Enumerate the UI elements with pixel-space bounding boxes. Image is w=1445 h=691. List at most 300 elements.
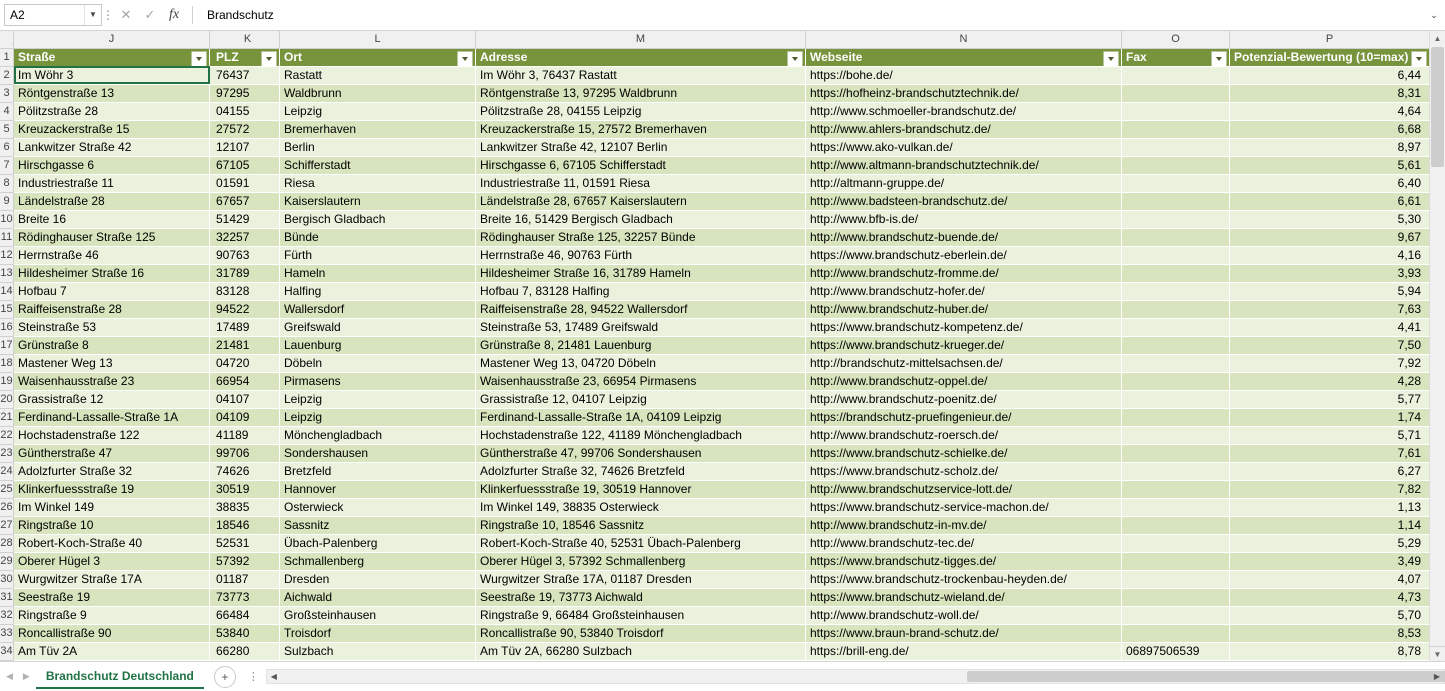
row-header-19[interactable]: 19 [0, 372, 14, 390]
cell-plz-24[interactable]: 74626 [210, 462, 280, 480]
cell-web-25[interactable]: http://www.brandschutzservice-lott.de/ [806, 480, 1122, 498]
row-header-33[interactable]: 33 [0, 624, 14, 642]
cell-pot-30[interactable]: 4,07 [1230, 570, 1430, 588]
cell-adr-28[interactable]: Robert-Koch-Straße 40, 52531 Übach-Palenberg [476, 534, 806, 552]
cell-ort-27[interactable]: Sassnitz [280, 516, 476, 534]
cell-web-14[interactable]: http://www.brandschutz-hofer.de/ [806, 282, 1122, 300]
cell-str-23[interactable]: Güntherstraße 47 [14, 444, 210, 462]
more-options-icon[interactable]: ⋮ [102, 8, 114, 22]
cell-str-32[interactable]: Ringstraße 9 [14, 606, 210, 624]
confirm-edit-icon[interactable]: ✓ [144, 7, 156, 22]
vertical-scroll-thumb[interactable] [1431, 47, 1444, 167]
cell-plz-23[interactable]: 99706 [210, 444, 280, 462]
cell-str-29[interactable]: Oberer Hügel 3 [14, 552, 210, 570]
cell-ort-26[interactable]: Osterwieck [280, 498, 476, 516]
cell-web-17[interactable]: https://www.brandschutz-krueger.de/ [806, 336, 1122, 354]
table-header-cell-plz[interactable] [210, 48, 280, 66]
row-header-9[interactable]: 9 [0, 192, 14, 210]
cell-adr-16[interactable]: Steinstraße 53, 17489 Greifswald [476, 318, 806, 336]
cell-web-12[interactable]: https://www.brandschutz-eberlein.de/ [806, 246, 1122, 264]
cell-fax-28[interactable] [1122, 534, 1230, 552]
cell-fax-9[interactable] [1122, 192, 1230, 210]
cell-plz-18[interactable]: 04720 [210, 354, 280, 372]
cell-adr-18[interactable]: Mastener Weg 13, 04720 Döbeln [476, 354, 806, 372]
cell-str-30[interactable]: Wurgwitzer Straße 17A [14, 570, 210, 588]
cell-plz-7[interactable]: 67105 [210, 156, 280, 174]
cell-ort-11[interactable]: Bünde [280, 228, 476, 246]
cell-plz-28[interactable]: 52531 [210, 534, 280, 552]
cell-web-24[interactable]: https://www.brandschutz-scholz.de/ [806, 462, 1122, 480]
cell-pot-3[interactable]: 8,31 [1230, 84, 1430, 102]
cell-pot-26[interactable]: 1,13 [1230, 498, 1430, 516]
row-header-32[interactable]: 32 [0, 606, 14, 624]
cell-pot-33[interactable]: 8,53 [1230, 624, 1430, 642]
cell-ort-9[interactable]: Kaiserslautern [280, 192, 476, 210]
cell-plz-34[interactable]: 66280 [210, 642, 280, 660]
cell-adr-10[interactable]: Breite 16, 51429 Bergisch Gladbach [476, 210, 806, 228]
row-header-3[interactable]: 3 [0, 84, 14, 102]
cell-plz-8[interactable]: 01591 [210, 174, 280, 192]
column-header-O[interactable]: O [1122, 31, 1230, 48]
cell-ort-2[interactable]: Rastatt [280, 66, 476, 84]
cell-fax-31[interactable] [1122, 588, 1230, 606]
cell-web-32[interactable]: http://www.brandschutz-woll.de/ [806, 606, 1122, 624]
cell-pot-28[interactable]: 5,29 [1230, 534, 1430, 552]
cell-web-30[interactable]: https://www.brandschutz-trockenbau-heyden.de/ [806, 570, 1122, 588]
column-header-M[interactable]: M [476, 31, 806, 48]
cell-pot-9[interactable]: 6,61 [1230, 192, 1430, 210]
cell-web-13[interactable]: http://www.brandschutz-fromme.de/ [806, 264, 1122, 282]
cell-adr-23[interactable]: Güntherstraße 47, 99706 Sondershausen [476, 444, 806, 462]
cell-plz-11[interactable]: 32257 [210, 228, 280, 246]
cell-plz-26[interactable]: 38835 [210, 498, 280, 516]
cell-plz-12[interactable]: 90763 [210, 246, 280, 264]
cell-plz-4[interactable]: 04155 [210, 102, 280, 120]
cell-fax-23[interactable] [1122, 444, 1230, 462]
next-sheet-icon[interactable]: ▶ [22, 671, 30, 681]
cell-fax-24[interactable] [1122, 462, 1230, 480]
cell-str-22[interactable]: Hochstadenstraße 122 [14, 426, 210, 444]
cell-str-10[interactable]: Breite 16 [14, 210, 210, 228]
column-header-J[interactable]: J [14, 31, 210, 48]
cell-adr-25[interactable]: Klinkerfuessstraße 19, 30519 Hannover [476, 480, 806, 498]
horizontal-scrollbar[interactable] [266, 669, 1445, 684]
row-header-5[interactable]: 5 [0, 120, 14, 138]
scroll-grip-icon[interactable]: ⋮ [247, 671, 260, 683]
cell-pot-21[interactable]: 1,74 [1230, 408, 1430, 426]
cell-pot-16[interactable]: 4,41 [1230, 318, 1430, 336]
scroll-left-icon[interactable]: ◀ [270, 672, 277, 681]
cell-pot-7[interactable]: 5,61 [1230, 156, 1430, 174]
table-header-cell-str[interactable] [14, 48, 210, 66]
cell-web-22[interactable]: http://www.brandschutz-roersch.de/ [806, 426, 1122, 444]
cell-fax-21[interactable] [1122, 408, 1230, 426]
cell-fax-13[interactable] [1122, 264, 1230, 282]
filter-dropdown-icon[interactable] [1411, 51, 1427, 67]
cell-pot-4[interactable]: 4,64 [1230, 102, 1430, 120]
scroll-up-icon[interactable]: ▲ [1430, 31, 1445, 46]
cell-fax-17[interactable] [1122, 336, 1230, 354]
row-header-21[interactable]: 21 [0, 408, 14, 426]
cell-adr-14[interactable]: Hofbau 7, 83128 Halfing [476, 282, 806, 300]
cell-ort-29[interactable]: Schmallenberg [280, 552, 476, 570]
cancel-edit-icon[interactable]: ✕ [120, 7, 132, 22]
sheet-grid[interactable] [0, 31, 1445, 661]
cell-pot-34[interactable]: 8,78 [1230, 642, 1430, 660]
cell-fax-10[interactable] [1122, 210, 1230, 228]
cell-web-16[interactable]: https://www.brandschutz-kompetenz.de/ [806, 318, 1122, 336]
cell-str-33[interactable]: Roncallistraße 90 [14, 624, 210, 642]
cell-pot-8[interactable]: 6,40 [1230, 174, 1430, 192]
cell-plz-5[interactable]: 27572 [210, 120, 280, 138]
table-header-cell-ort[interactable] [280, 48, 476, 66]
row-header-30[interactable]: 30 [0, 570, 14, 588]
cell-str-25[interactable]: Klinkerfuessstraße 19 [14, 480, 210, 498]
cell-adr-30[interactable]: Wurgwitzer Straße 17A, 01187 Dresden [476, 570, 806, 588]
cell-plz-30[interactable]: 01187 [210, 570, 280, 588]
column-header-N[interactable]: N [806, 31, 1122, 48]
filter-dropdown-icon[interactable] [261, 51, 277, 67]
cell-adr-11[interactable]: Rödinghauser Straße 125, 32257 Bünde [476, 228, 806, 246]
cell-ort-33[interactable]: Troisdorf [280, 624, 476, 642]
cell-ort-30[interactable]: Dresden [280, 570, 476, 588]
cell-fax-27[interactable] [1122, 516, 1230, 534]
cell-plz-27[interactable]: 18546 [210, 516, 280, 534]
cell-pot-24[interactable]: 6,27 [1230, 462, 1430, 480]
cell-adr-15[interactable]: Raiffeisenstraße 28, 94522 Wallersdorf [476, 300, 806, 318]
cell-plz-13[interactable]: 31789 [210, 264, 280, 282]
row-header-28[interactable]: 28 [0, 534, 14, 552]
row-header-17[interactable]: 17 [0, 336, 14, 354]
cell-plz-15[interactable]: 94522 [210, 300, 280, 318]
row-header-34[interactable]: 34 [0, 642, 14, 660]
cell-str-7[interactable]: Hirschgasse 6 [14, 156, 210, 174]
column-header-P[interactable]: P [1230, 31, 1430, 48]
cell-web-6[interactable]: https://www.ako-vulkan.de/ [806, 138, 1122, 156]
cell-pot-10[interactable]: 5,30 [1230, 210, 1430, 228]
cell-plz-33[interactable]: 53840 [210, 624, 280, 642]
cell-str-9[interactable]: Ländelstraße 28 [14, 192, 210, 210]
cell-adr-13[interactable]: Hildesheimer Straße 16, 31789 Hameln [476, 264, 806, 282]
cell-str-13[interactable]: Hildesheimer Straße 16 [14, 264, 210, 282]
cell-adr-33[interactable]: Roncallistraße 90, 53840 Troisdorf [476, 624, 806, 642]
cell-web-29[interactable]: https://www.brandschutz-tigges.de/ [806, 552, 1122, 570]
cell-fax-6[interactable] [1122, 138, 1230, 156]
cell-ort-32[interactable]: Großsteinhausen [280, 606, 476, 624]
table-header-cell-fax[interactable] [1122, 48, 1230, 66]
chevron-down-icon[interactable]: ▼ [84, 5, 101, 25]
cell-ort-10[interactable]: Bergisch Gladbach [280, 210, 476, 228]
sheet-tab-brandschutz-deutschland[interactable]: Brandschutz Deutschland [36, 665, 204, 689]
cell-adr-27[interactable]: Ringstraße 10, 18546 Sassnitz [476, 516, 806, 534]
row-header-11[interactable]: 11 [0, 228, 14, 246]
cell-adr-6[interactable]: Lankwitzer Straße 42, 12107 Berlin [476, 138, 806, 156]
cell-adr-5[interactable]: Kreuzackerstraße 15, 27572 Bremerhaven [476, 120, 806, 138]
cell-adr-12[interactable]: Herrnstraße 46, 90763 Fürth [476, 246, 806, 264]
cell-web-34[interactable]: https://brill-eng.de/ [806, 642, 1122, 660]
selected-cell[interactable]: Im Wöhr 3 [14, 66, 210, 84]
cell-str-31[interactable]: Seestraße 19 [14, 588, 210, 606]
filter-dropdown-icon[interactable] [1211, 51, 1227, 67]
cell-adr-8[interactable]: Industriestraße 11, 01591 Riesa [476, 174, 806, 192]
cell-pot-11[interactable]: 9,67 [1230, 228, 1430, 246]
scroll-right-icon[interactable]: ▶ [1433, 672, 1441, 681]
cell-ort-12[interactable]: Fürth [280, 246, 476, 264]
cell-adr-3[interactable]: Röntgenstraße 13, 97295 Waldbrunn [476, 84, 806, 102]
row-header-18[interactable]: 18 [0, 354, 14, 372]
row-header-24[interactable]: 24 [0, 462, 14, 480]
cell-pot-6[interactable]: 8,97 [1230, 138, 1430, 156]
cell-str-18[interactable]: Mastener Weg 13 [14, 354, 210, 372]
row-header-29[interactable]: 29 [0, 552, 14, 570]
cell-web-31[interactable]: https://www.brandschutz-wieland.de/ [806, 588, 1122, 606]
cell-fax-34[interactable]: 06897506539 [1122, 642, 1230, 660]
cell-fax-3[interactable] [1122, 84, 1230, 102]
cell-str-28[interactable]: Robert-Koch-Straße 40 [14, 534, 210, 552]
expand-formula-bar-icon[interactable]: ⌄ [1430, 9, 1438, 20]
cell-fax-14[interactable] [1122, 282, 1230, 300]
cell-pot-2[interactable]: 6,44 [1230, 66, 1430, 84]
cell-str-20[interactable]: Grassistraße 12 [14, 390, 210, 408]
cell-pot-27[interactable]: 1,14 [1230, 516, 1430, 534]
row-header-23[interactable]: 23 [0, 444, 14, 462]
cell-adr-31[interactable]: Seestraße 19, 73773 Aichwald [476, 588, 806, 606]
cell-web-8[interactable]: http://altmann-gruppe.de/ [806, 174, 1122, 192]
cell-ort-16[interactable]: Greifswald [280, 318, 476, 336]
cell-pot-18[interactable]: 7,92 [1230, 354, 1430, 372]
filter-dropdown-icon[interactable] [787, 51, 803, 67]
cell-str-3[interactable]: Röntgenstraße 13 [14, 84, 210, 102]
cell-plz-14[interactable]: 83128 [210, 282, 280, 300]
cell-plz-32[interactable]: 66484 [210, 606, 280, 624]
cell-plz-6[interactable]: 12107 [210, 138, 280, 156]
cell-ort-22[interactable]: Mönchengladbach [280, 426, 476, 444]
select-all-corner[interactable] [0, 31, 14, 48]
cell-web-11[interactable]: http://www.brandschutz-buende.de/ [806, 228, 1122, 246]
cell-pot-15[interactable]: 7,63 [1230, 300, 1430, 318]
row-header-22[interactable]: 22 [0, 426, 14, 444]
cell-fax-18[interactable] [1122, 354, 1230, 372]
cell-str-26[interactable]: Im Winkel 149 [14, 498, 210, 516]
cell-web-7[interactable]: http://www.altmann-brandschutztechnik.de/ [806, 156, 1122, 174]
row-header-20[interactable]: 20 [0, 390, 14, 408]
row-header-31[interactable]: 31 [0, 588, 14, 606]
row-header-4[interactable]: 4 [0, 102, 14, 120]
cell-plz-25[interactable]: 30519 [210, 480, 280, 498]
cell-str-5[interactable]: Kreuzackerstraße 15 [14, 120, 210, 138]
formula-input[interactable]: Brandschutz [207, 8, 274, 22]
cell-str-16[interactable]: Steinstraße 53 [14, 318, 210, 336]
row-header-26[interactable]: 26 [0, 498, 14, 516]
cell-ort-7[interactable]: Schifferstadt [280, 156, 476, 174]
cell-fax-26[interactable] [1122, 498, 1230, 516]
cell-ort-14[interactable]: Halfing [280, 282, 476, 300]
cell-fax-19[interactable] [1122, 372, 1230, 390]
cell-pot-23[interactable]: 7,61 [1230, 444, 1430, 462]
row-header-12[interactable]: 12 [0, 246, 14, 264]
cell-adr-29[interactable]: Oberer Hügel 3, 57392 Schmallenberg [476, 552, 806, 570]
cell-ort-6[interactable]: Berlin [280, 138, 476, 156]
cell-pot-14[interactable]: 5,94 [1230, 282, 1430, 300]
row-header-14[interactable]: 14 [0, 282, 14, 300]
cell-fax-30[interactable] [1122, 570, 1230, 588]
cell-web-5[interactable]: http://www.ahlers-brandschutz.de/ [806, 120, 1122, 138]
cell-web-15[interactable]: http://www.brandschutz-huber.de/ [806, 300, 1122, 318]
cell-plz-20[interactable]: 04107 [210, 390, 280, 408]
cell-ort-34[interactable]: Sulzbach [280, 642, 476, 660]
cell-fax-33[interactable] [1122, 624, 1230, 642]
cell-web-4[interactable]: http://www.schmoeller-brandschutz.de/ [806, 102, 1122, 120]
cell-ort-18[interactable]: Döbeln [280, 354, 476, 372]
cell-web-9[interactable]: http://www.badsteen-brandschutz.de/ [806, 192, 1122, 210]
cell-str-11[interactable]: Rödinghauser Straße 125 [14, 228, 210, 246]
cell-adr-17[interactable]: Grünstraße 8, 21481 Lauenburg [476, 336, 806, 354]
cell-web-18[interactable]: http://brandschutz-mittelsachsen.de/ [806, 354, 1122, 372]
cell-ort-23[interactable]: Sondershausen [280, 444, 476, 462]
cell-str-21[interactable]: Ferdinand-Lassalle-Straße 1A [14, 408, 210, 426]
cell-str-6[interactable]: Lankwitzer Straße 42 [14, 138, 210, 156]
row-header-25[interactable]: 25 [0, 480, 14, 498]
cell-fax-15[interactable] [1122, 300, 1230, 318]
cell-ort-25[interactable]: Hannover [280, 480, 476, 498]
cell-str-27[interactable]: Ringstraße 10 [14, 516, 210, 534]
cell-str-12[interactable]: Herrnstraße 46 [14, 246, 210, 264]
cell-fax-2[interactable] [1122, 66, 1230, 84]
row-header-6[interactable]: 6 [0, 138, 14, 156]
cell-plz-22[interactable]: 41189 [210, 426, 280, 444]
cell-fax-22[interactable] [1122, 426, 1230, 444]
cell-adr-21[interactable]: Ferdinand-Lassalle-Straße 1A, 04109 Leipzig [476, 408, 806, 426]
cell-str-24[interactable]: Adolzfurter Straße 32 [14, 462, 210, 480]
cell-ort-31[interactable]: Aichwald [280, 588, 476, 606]
row-header-13[interactable]: 13 [0, 264, 14, 282]
cell-adr-7[interactable]: Hirschgasse 6, 67105 Schifferstadt [476, 156, 806, 174]
cell-pot-19[interactable]: 4,28 [1230, 372, 1430, 390]
cell-str-4[interactable]: Pölitzstraße 28 [14, 102, 210, 120]
row-header-16[interactable]: 16 [0, 318, 14, 336]
name-box[interactable] [4, 4, 102, 26]
cell-str-17[interactable]: Grünstraße 8 [14, 336, 210, 354]
cell-adr-9[interactable]: Ländelstraße 28, 67657 Kaiserslautern [476, 192, 806, 210]
insert-function-icon[interactable]: fx [168, 7, 180, 22]
cell-pot-22[interactable]: 5,71 [1230, 426, 1430, 444]
cell-ort-24[interactable]: Bretzfeld [280, 462, 476, 480]
cell-str-34[interactable]: Am Tüv 2A [14, 642, 210, 660]
cell-ort-5[interactable]: Bremerhaven [280, 120, 476, 138]
row-header-10[interactable]: 10 [0, 210, 14, 228]
cell-pot-32[interactable]: 5,70 [1230, 606, 1430, 624]
cell-ort-20[interactable]: Leipzig [280, 390, 476, 408]
cell-web-27[interactable]: http://www.brandschutz-in-mv.de/ [806, 516, 1122, 534]
cell-pot-12[interactable]: 4,16 [1230, 246, 1430, 264]
column-header-K[interactable]: K [210, 31, 280, 48]
filter-dropdown-icon[interactable] [457, 51, 473, 67]
row-header-1[interactable]: 1 [0, 48, 14, 66]
cell-web-10[interactable]: http://www.bfb-is.de/ [806, 210, 1122, 228]
row-header-27[interactable]: 27 [0, 516, 14, 534]
row-header-15[interactable]: 15 [0, 300, 14, 318]
table-header-cell-adr[interactable] [476, 48, 806, 66]
cell-plz-9[interactable]: 67657 [210, 192, 280, 210]
scroll-down-icon[interactable]: ▼ [1430, 646, 1445, 661]
cell-fax-29[interactable] [1122, 552, 1230, 570]
cell-plz-21[interactable]: 04109 [210, 408, 280, 426]
add-sheet-icon[interactable]: + [214, 666, 236, 688]
vertical-scrollbar[interactable] [1429, 31, 1445, 661]
cell-web-33[interactable]: https://www.braun-brand-schutz.de/ [806, 624, 1122, 642]
cell-plz-31[interactable]: 73773 [210, 588, 280, 606]
cell-plz-16[interactable]: 17489 [210, 318, 280, 336]
cell-ort-17[interactable]: Lauenburg [280, 336, 476, 354]
cell-plz-29[interactable]: 57392 [210, 552, 280, 570]
cell-ort-19[interactable]: Pirmasens [280, 372, 476, 390]
cell-plz-2[interactable]: 76437 [210, 66, 280, 84]
cell-web-2[interactable]: https://bohe.de/ [806, 66, 1122, 84]
cell-adr-26[interactable]: Im Winkel 149, 38835 Osterwieck [476, 498, 806, 516]
cell-ort-8[interactable]: Riesa [280, 174, 476, 192]
cell-str-14[interactable]: Hofbau 7 [14, 282, 210, 300]
cell-fax-20[interactable] [1122, 390, 1230, 408]
cell-fax-4[interactable] [1122, 102, 1230, 120]
cell-web-23[interactable]: https://www.brandschutz-schielke.de/ [806, 444, 1122, 462]
row-header-8[interactable]: 8 [0, 174, 14, 192]
column-header-L[interactable]: L [280, 31, 476, 48]
filter-dropdown-icon[interactable] [191, 51, 207, 67]
cell-fax-32[interactable] [1122, 606, 1230, 624]
horizontal-scroll-thumb[interactable] [967, 671, 1445, 682]
cell-pot-20[interactable]: 5,77 [1230, 390, 1430, 408]
cell-fax-7[interactable] [1122, 156, 1230, 174]
cell-fax-25[interactable] [1122, 480, 1230, 498]
cell-ort-15[interactable]: Wallersdorf [280, 300, 476, 318]
cell-fax-11[interactable] [1122, 228, 1230, 246]
table-header-cell-web[interactable] [806, 48, 1122, 66]
cell-ort-3[interactable]: Waldbrunn [280, 84, 476, 102]
cell-str-19[interactable]: Waisenhausstraße 23 [14, 372, 210, 390]
cell-adr-2[interactable]: Im Wöhr 3, 76437 Rastatt [476, 66, 806, 84]
cell-web-28[interactable]: http://www.brandschutz-tec.de/ [806, 534, 1122, 552]
cell-web-20[interactable]: http://www.brandschutz-poenitz.de/ [806, 390, 1122, 408]
cell-str-15[interactable]: Raiffeisenstraße 28 [14, 300, 210, 318]
cell-pot-29[interactable]: 3,49 [1230, 552, 1430, 570]
cell-pot-17[interactable]: 7,50 [1230, 336, 1430, 354]
row-header-2[interactable]: 2 [0, 66, 14, 84]
cell-plz-10[interactable]: 51429 [210, 210, 280, 228]
cell-adr-24[interactable]: Adolzfurter Straße 32, 74626 Bretzfeld [476, 462, 806, 480]
filter-dropdown-icon[interactable] [1103, 51, 1119, 67]
cell-str-8[interactable]: Industriestraße 11 [14, 174, 210, 192]
cell-web-21[interactable]: https://brandschutz-pruefingenieur.de/ [806, 408, 1122, 426]
cell-pot-31[interactable]: 4,73 [1230, 588, 1430, 606]
row-header-7[interactable]: 7 [0, 156, 14, 174]
cell-ort-4[interactable]: Leipzig [280, 102, 476, 120]
cell-pot-25[interactable]: 7,82 [1230, 480, 1430, 498]
cell-plz-19[interactable]: 66954 [210, 372, 280, 390]
cell-fax-8[interactable] [1122, 174, 1230, 192]
cell-pot-13[interactable]: 3,93 [1230, 264, 1430, 282]
cell-plz-3[interactable]: 97295 [210, 84, 280, 102]
cell-adr-34[interactable]: Am Tüv 2A, 66280 Sulzbach [476, 642, 806, 660]
cell-web-19[interactable]: http://www.brandschutz-oppel.de/ [806, 372, 1122, 390]
cell-adr-19[interactable]: Waisenhausstraße 23, 66954 Pirmasens [476, 372, 806, 390]
cell-fax-12[interactable] [1122, 246, 1230, 264]
cell-plz-17[interactable]: 21481 [210, 336, 280, 354]
table-header-cell-pot[interactable] [1230, 48, 1430, 66]
cell-fax-16[interactable] [1122, 318, 1230, 336]
cell-adr-32[interactable]: Ringstraße 9, 66484 Großsteinhausen [476, 606, 806, 624]
cell-fax-5[interactable] [1122, 120, 1230, 138]
cell-adr-22[interactable]: Hochstadenstraße 122, 41189 Mönchengladbach [476, 426, 806, 444]
